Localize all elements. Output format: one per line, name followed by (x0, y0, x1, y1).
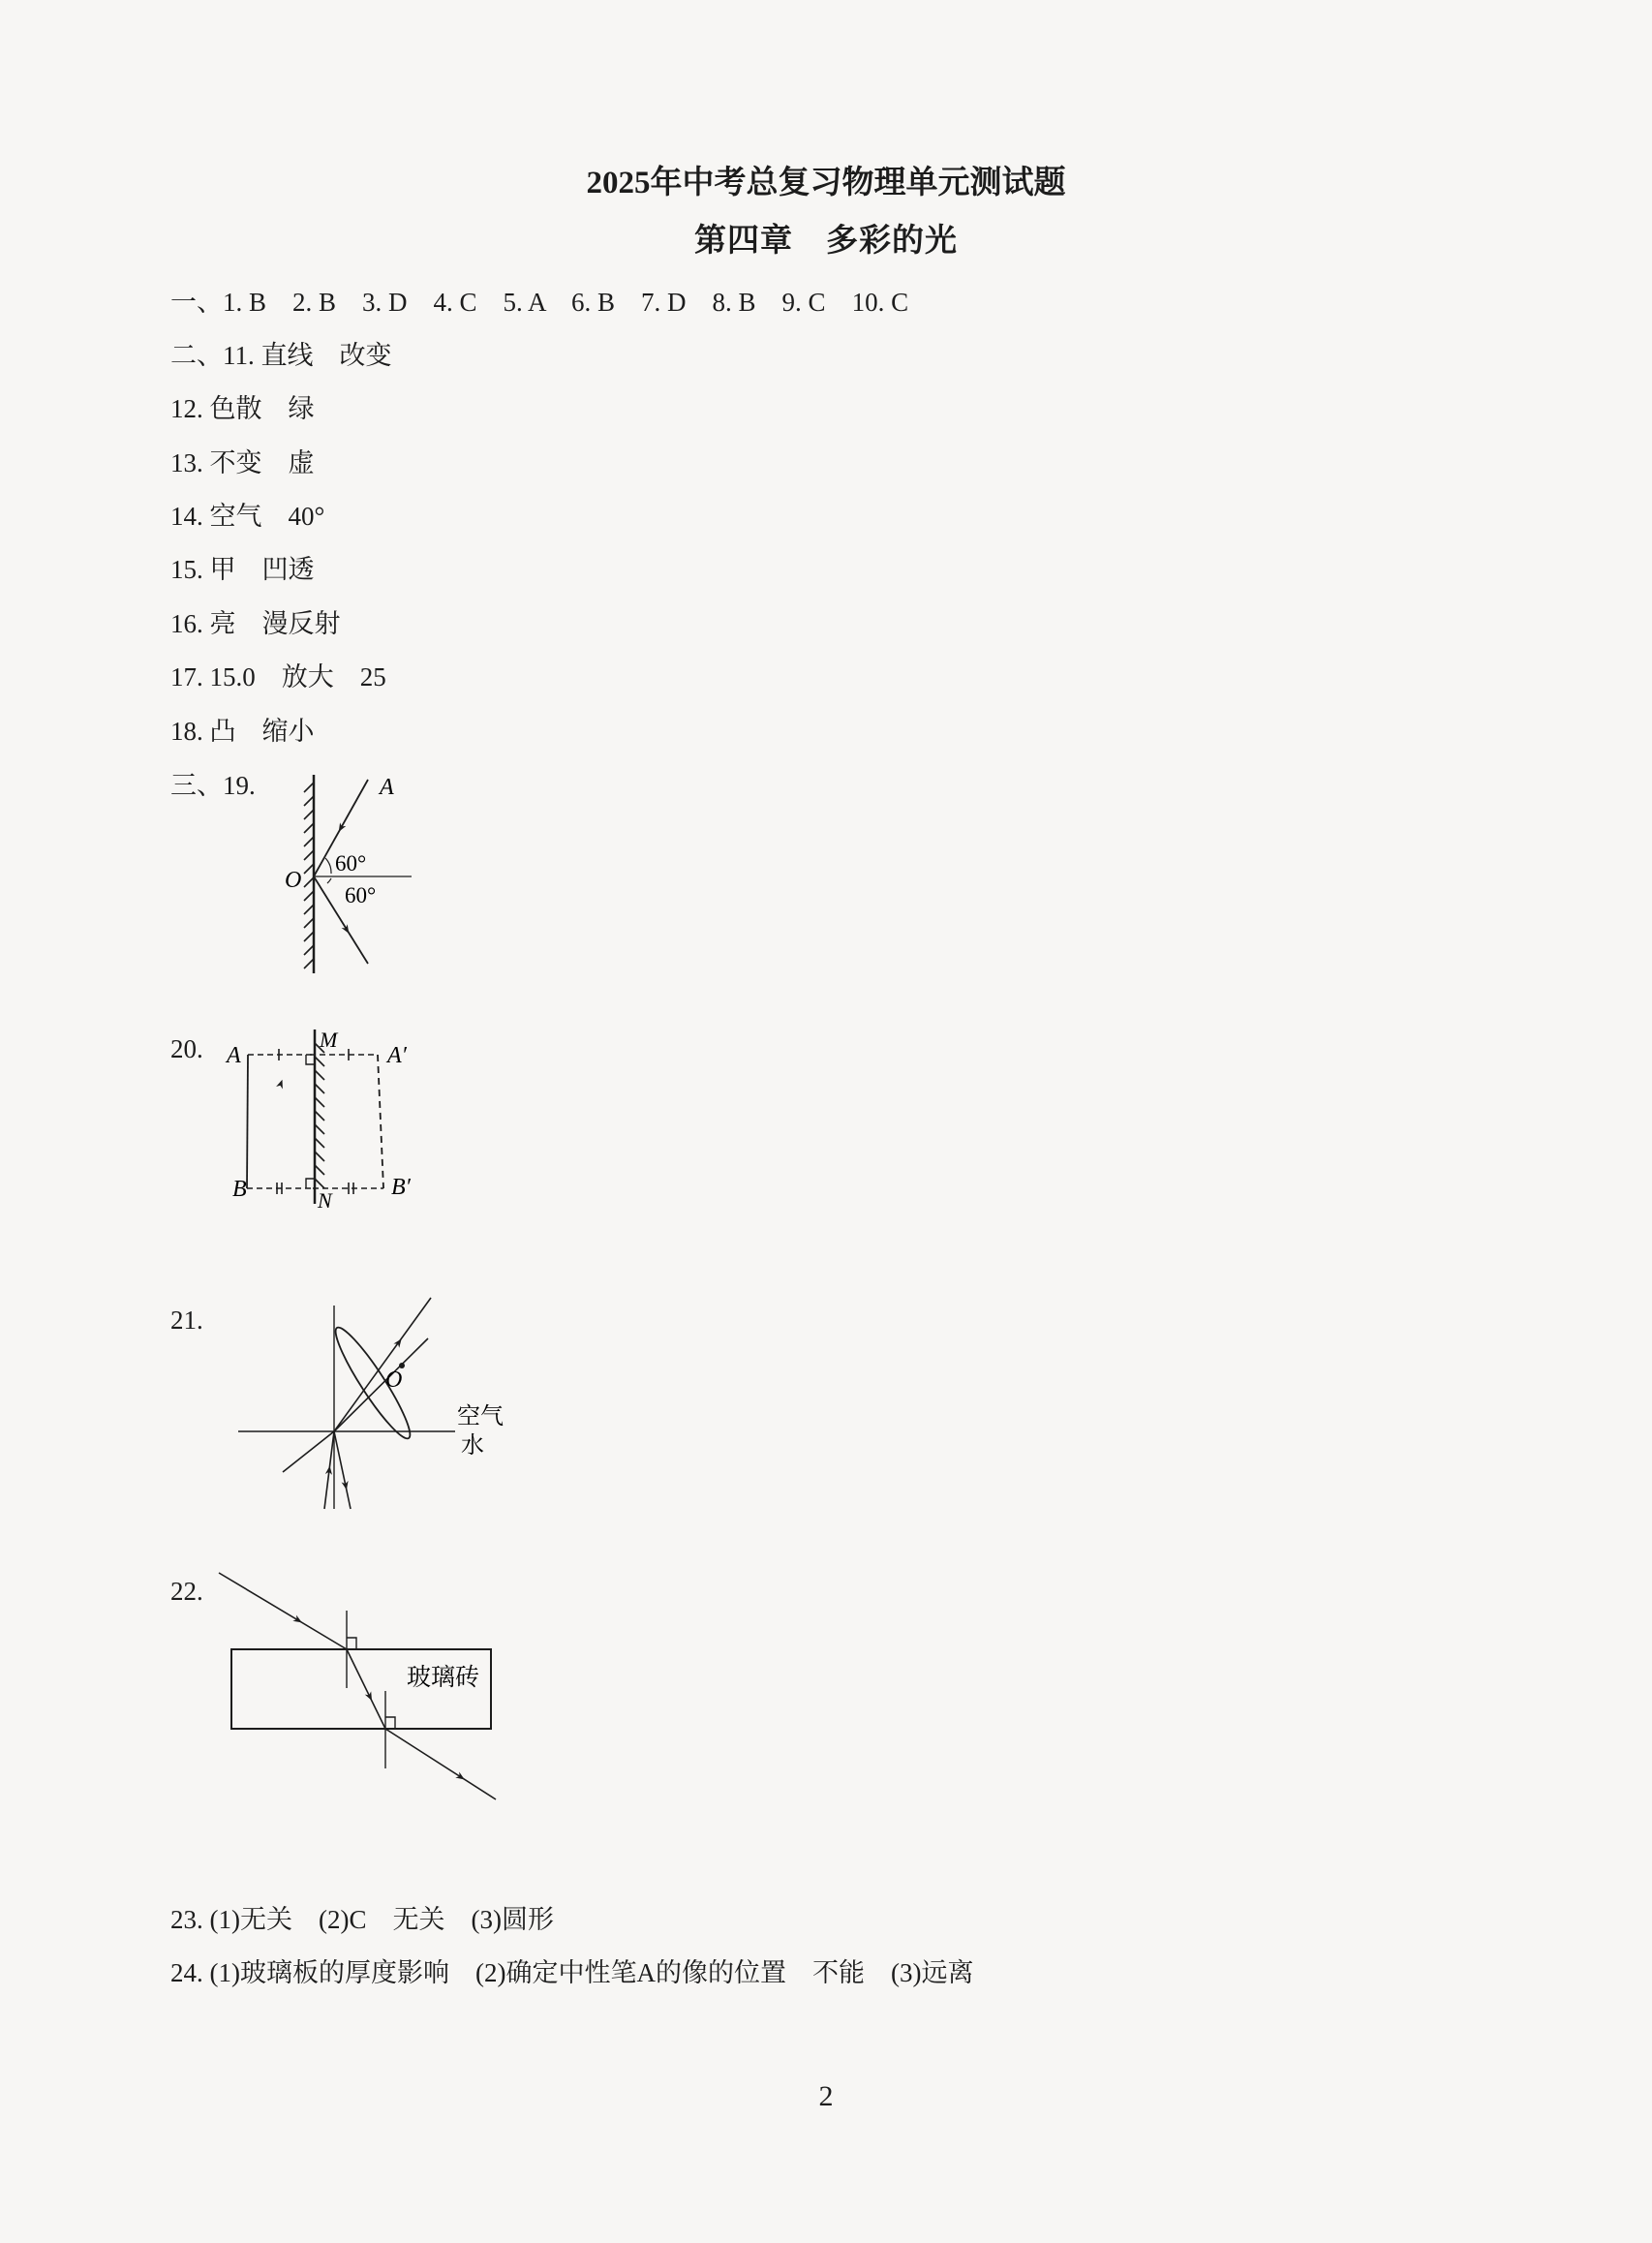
figure-19-reflection (271, 765, 445, 978)
label-A-prime: A′ (387, 1043, 407, 1068)
answer-section-3-q19: 三、19. (170, 771, 256, 800)
answer-section-1: 一、1. B 2. B 3. D 4. C 5. A 6. B 7. D 8. B 9. C 10. C (170, 288, 909, 317)
angle-arc-bottom (327, 878, 331, 883)
label-B-prime: B′ (391, 1175, 411, 1200)
figure-20-mirror-image (223, 1022, 552, 1215)
principal-axis (334, 1338, 428, 1431)
mirror-hatching (304, 783, 314, 968)
angle-label-top: 60° (335, 851, 367, 876)
answer-q23: 23. (1)无关 (2)C 无关 (3)圆形 (170, 1905, 554, 1934)
answer-q14: 14. 空气 40° (170, 502, 325, 531)
answer-q24: 24. (1)玻璃板的厚度影响 (2)确定中性笔A的像的位置 不能 (3)远离 (170, 1958, 974, 1987)
answer-q18: 18. 凸 缩小 (170, 717, 315, 746)
label-M: M (320, 1028, 338, 1052)
label-A: A (227, 1043, 241, 1068)
label-O: O (385, 1367, 403, 1393)
right-angle-top (347, 1638, 356, 1649)
image-A-prime-B-prime (378, 1055, 383, 1188)
answer-q12: 12. 色散 绿 (170, 394, 315, 423)
answer-section-2-q11: 二、11. 直线 改变 (170, 341, 392, 370)
label-glass: 玻璃砖 (407, 1665, 480, 1691)
object-arrow (261, 1084, 281, 1138)
mirror-hatching (315, 1043, 324, 1188)
answer-q16: 16. 亮 漫反射 (170, 609, 341, 638)
label-B: B (232, 1177, 247, 1202)
convex-lens (327, 1321, 418, 1444)
page-number: 2 (818, 2080, 834, 2112)
page-title: 2025年中考总复习物理单元测试题 (586, 166, 1066, 200)
incident-ray (219, 1573, 347, 1649)
label-water: 水 (461, 1433, 484, 1459)
label-air: 空气 (457, 1404, 504, 1429)
angle-label-bottom: 60° (345, 883, 377, 907)
emergent-ray (385, 1729, 496, 1799)
answer-q13: 13. 不变 虚 (170, 448, 315, 477)
label-A: A (380, 775, 394, 800)
reflected-ray-water (334, 1431, 351, 1509)
figure-21-refraction-lens (232, 1288, 523, 1511)
object-AB (247, 1055, 248, 1188)
right-angle-N (306, 1179, 315, 1188)
label-N: N (318, 1188, 332, 1213)
right-angle-M (306, 1055, 315, 1064)
chapter-title: 第四章 多彩的光 (694, 224, 958, 259)
answer-q17: 17. 15.0 放大 25 (170, 662, 386, 691)
answer-q20: 20. (170, 1034, 203, 1063)
right-angle-bottom (385, 1717, 395, 1729)
axis-extension (283, 1431, 334, 1472)
figure-22-glass-brick (213, 1567, 523, 1809)
answer-q21: 21. (170, 1306, 203, 1335)
refracted-ray-inside (347, 1649, 385, 1729)
label-O: O (285, 868, 302, 893)
answer-q15: 15. 甲 凹透 (170, 555, 315, 584)
answer-q22: 22. (170, 1577, 203, 1606)
angle-arc-top (325, 858, 331, 874)
